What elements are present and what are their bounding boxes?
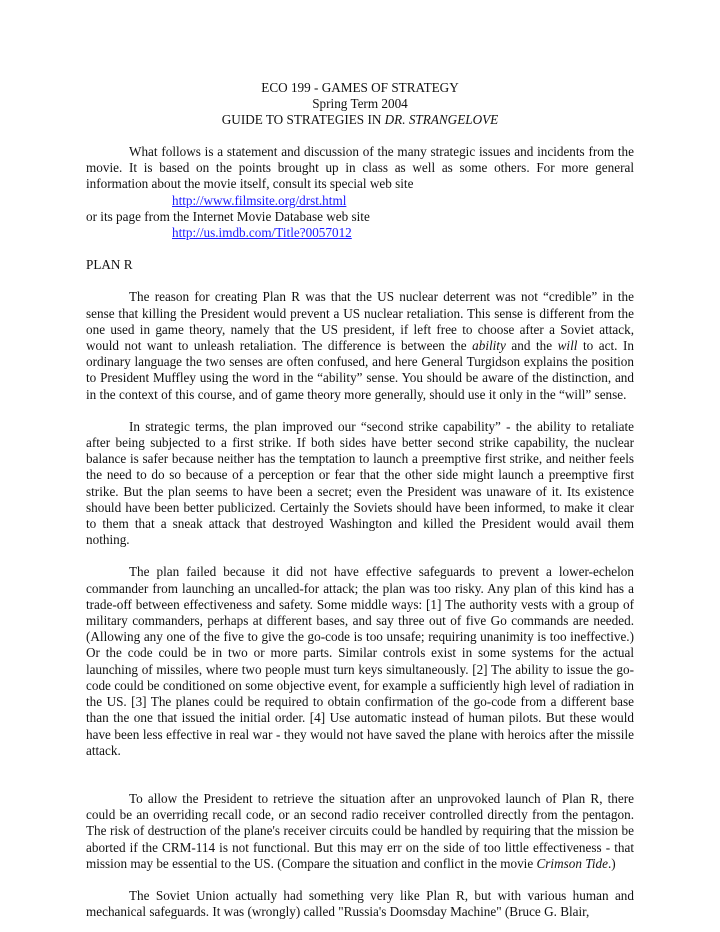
para1-part-b: and the [505,338,558,354]
imdb-link[interactable]: http://us.imdb.com/Title?0057012 [172,225,352,241]
para4-part-b: .) [607,855,616,871]
paragraph-soviet: The Soviet Union actually had something very like Plan R, but with various human and mechanical safeguards. It was (wrongly) called "Russia's Doomsday Machine" (Bruce G. Blair, [86,887,634,920]
intro-paragraph: What follows is a statement and discussion of the many strategic issues and incidents from the movie. It is based on the points brought up in class as well as some others. For more general information about the movie itself, consult its special web site [86,144,634,192]
para1-will: will [557,338,578,354]
document-title [86,112,634,128]
section-heading: PLAN R [86,257,133,273]
para1-part-c: to act. In ordinary language the two senses are often confused, and here General Turgidson explains the position to President Muffley using the word in the “ability” sense. You should be aware of the distinction, and in the context of this course, and of game theory more generally, should use it only in the “will” sense. [86,338,634,402]
document-title-prefix: GUIDE TO STRATEGIES IN [221,112,385,127]
document-header [86,80,634,128]
movie-title: DR. STRANGELOVE [384,112,499,127]
para4-part-a: To allow the President to retrieve the situation after an unprovoked launch of Plan R, there could be an overriding recall code, or an second radio receiver controlled directly from the pentagon. The risk of destruction of the plane's receiver circuits could be handled by requiring that the mission be aborted if the CRM-114 is not functional. But this may err on the side of too little effectiveness - that mission may be essential to the US. (Compare the situation and conflict in the movie [86,790,634,871]
paragraph-recall [86,791,634,872]
term-label: Spring Term 2004 [312,96,408,111]
filmsite-link[interactable]: http://www.filmsite.org/drst.html [172,192,347,208]
paragraph-plan-failure: The plan failed because it did not have effective safeguards to prevent a lower-echelon commander from launching an uncalled-for attack; the plan was too risky. Any plan of this kind has a trade-off between effectiveness and safety. Some middle ways: [1] The authority vests with a group of military commanders, perhaps at different bases, and say three out of five Go commands are needed. (Allowing any one of the five to give the go-code is too unsafe; requiring unanimity is too ineffective.) Or the code could be in two or more parts. Similar controls exist in some systems for the actual launching of missiles, where two people must turn keys simultaneously. [2] The ability to issue the go-code could be conditioned on some objective event, for example a sufficiently high level of radiation in the US. [3] The planes could be required to obtain confirmation of the go-code from a different base than the one that issued the initial order. [4] Use automatic instead of human pilots. But these would have been less effective in real war - they would not have saved the plane with heroics after the missile attack. [86,564,634,758]
course-title: ECO 199 - GAMES OF STRATEGY [261,80,459,95]
paragraph-second-strike: In strategic terms, the plan improved our “second strike capability” - the ability to retaliate after being subjected to a first strike. If both sides have better second strike capability, the nuclear balance is safer because neither has the temptation to launch a preemptive first strike, and neither feels the need to do so because of a perception or fear that the other side might launch a preemptive first strike. But the plan seems to have been a secret; even the President was unaware of it. Its existence should have been better publicized. Certainly the Soviets should have been informed, to make it clear to them that a sneak attack that destroyed Washington and killed the President would avail them nothing. [86,418,634,548]
paragraph-plan-r-reason [86,289,634,402]
para4-movie: Crimson Tide [536,855,608,871]
para1-part-a: The reason for creating Plan R was that the US nuclear deterrent was not “credible” in the sense that killing the President would prevent a US nuclear retaliation. This sense is different from the one used in game theory, namely that the US president, if left free to choose after a Soviet attack, would not want to unleash retaliation. The difference is between the [86,289,634,354]
intro-middle-text: or its page from the Internet Movie Database web site [86,208,370,224]
para1-ability: ability [472,338,506,354]
